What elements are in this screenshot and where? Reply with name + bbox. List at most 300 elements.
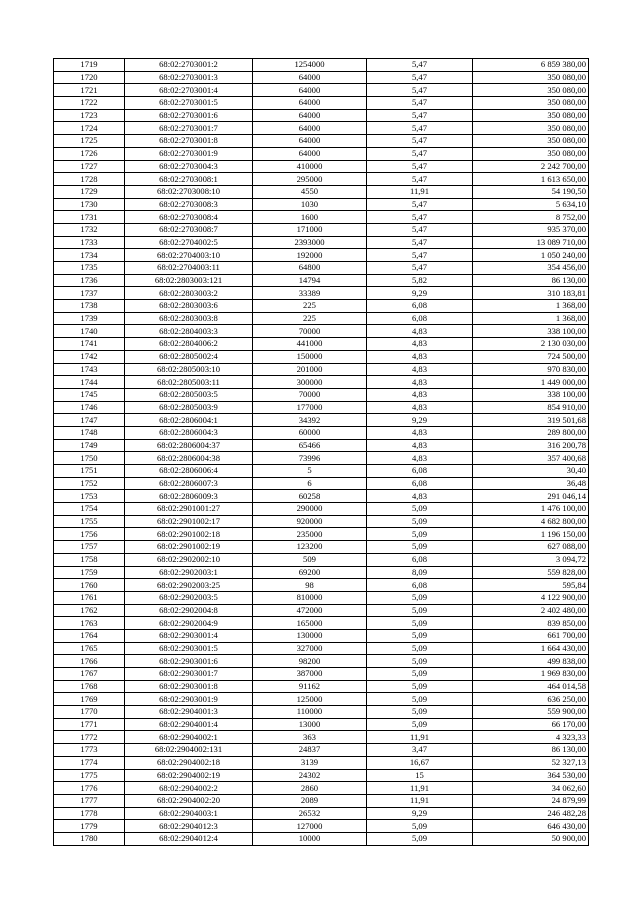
row-number-cell: 1777 [54, 794, 125, 807]
amount-cell: 350 080,00 [473, 147, 589, 160]
row-number-cell: 1745 [54, 388, 125, 401]
row-number-cell: 1776 [54, 782, 125, 795]
rate-cell: 5,47 [367, 109, 473, 122]
area-cell: 24302 [253, 769, 367, 782]
cadastral-number-cell: 68:02:2806004:3 [125, 426, 253, 439]
area-cell: 472000 [253, 604, 367, 617]
cadastral-number-cell: 68:02:2904002:2 [125, 782, 253, 795]
area-cell: 225 [253, 300, 367, 313]
table-row [54, 769, 589, 782]
amount-cell: 350 080,00 [473, 109, 589, 122]
cadastral-number-cell: 68:02:2903001:7 [125, 668, 253, 681]
area-cell: 26532 [253, 807, 367, 820]
rate-cell: 4,83 [367, 452, 473, 465]
row-number-cell: 1757 [54, 541, 125, 554]
cadastral-number-cell: 68:02:2804003:3 [125, 325, 253, 338]
rate-cell: 8,09 [367, 566, 473, 579]
area-cell: 60000 [253, 426, 367, 439]
amount-cell: 54 190,50 [473, 185, 589, 198]
row-number-cell: 1763 [54, 617, 125, 630]
table-row [54, 262, 589, 275]
amount-cell: 13 089 710,00 [473, 236, 589, 249]
row-number-cell: 1780 [54, 832, 125, 845]
amount-cell: 499 838,00 [473, 655, 589, 668]
amount-cell: 1 449 000,00 [473, 376, 589, 389]
area-cell: 165000 [253, 617, 367, 630]
cadastral-number-cell: 68:02:2806007:3 [125, 477, 253, 490]
cadastral-number-cell: 68:02:2902004:9 [125, 617, 253, 630]
rate-cell: 5,09 [367, 617, 473, 630]
area-cell: 98 [253, 579, 367, 592]
rate-cell: 5,47 [367, 160, 473, 173]
table-row [54, 426, 589, 439]
amount-cell: 1 368,00 [473, 300, 589, 313]
area-cell: 69200 [253, 566, 367, 579]
amount-cell: 559 828,00 [473, 566, 589, 579]
table-row [54, 97, 589, 110]
row-number-cell: 1773 [54, 744, 125, 757]
table-row [54, 211, 589, 224]
rate-cell: 5,09 [367, 832, 473, 845]
row-number-cell: 1772 [54, 731, 125, 744]
table-row [54, 655, 589, 668]
cadastral-number-cell: 68:02:2903001:6 [125, 655, 253, 668]
rate-cell: 4,83 [367, 439, 473, 452]
table-row [54, 503, 589, 516]
cadastral-number-cell: 68:02:2703001:4 [125, 84, 253, 97]
table-row [54, 84, 589, 97]
cadastral-number-cell: 68:02:2803003:6 [125, 300, 253, 313]
amount-cell: 5 634,10 [473, 198, 589, 211]
table-row [54, 439, 589, 452]
row-number-cell: 1744 [54, 376, 125, 389]
amount-cell: 464 014,58 [473, 680, 589, 693]
cadastral-number-cell: 68:02:2703001:8 [125, 135, 253, 148]
row-number-cell: 1743 [54, 363, 125, 376]
area-cell: 2089 [253, 794, 367, 807]
amount-cell: 2 402 480,00 [473, 604, 589, 617]
table-row [54, 350, 589, 363]
rate-cell: 5,09 [367, 668, 473, 681]
table-row [54, 160, 589, 173]
area-cell: 920000 [253, 515, 367, 528]
area-cell: 125000 [253, 693, 367, 706]
row-number-cell: 1725 [54, 135, 125, 148]
rate-cell: 5,47 [367, 198, 473, 211]
row-number-cell: 1720 [54, 71, 125, 84]
table-row [54, 109, 589, 122]
row-number-cell: 1719 [54, 59, 125, 72]
rate-cell: 5,09 [367, 706, 473, 719]
amount-cell: 724 500,00 [473, 350, 589, 363]
amount-cell: 350 080,00 [473, 122, 589, 135]
amount-cell: 636 250,00 [473, 693, 589, 706]
row-number-cell: 1758 [54, 553, 125, 566]
area-cell: 34392 [253, 414, 367, 427]
table-row [54, 338, 589, 351]
rate-cell: 5,47 [367, 122, 473, 135]
rate-cell: 11,91 [367, 185, 473, 198]
table-row [54, 541, 589, 554]
rate-cell: 5,09 [367, 655, 473, 668]
area-cell: 64000 [253, 109, 367, 122]
area-cell: 363 [253, 731, 367, 744]
cadastral-number-cell: 68:02:2901001:27 [125, 503, 253, 516]
area-cell: 201000 [253, 363, 367, 376]
area-cell: 127000 [253, 820, 367, 833]
area-cell: 295000 [253, 173, 367, 186]
amount-cell: 350 080,00 [473, 97, 589, 110]
amount-cell: 52 327,13 [473, 756, 589, 769]
table-row [54, 312, 589, 325]
row-number-cell: 1766 [54, 655, 125, 668]
table-row [54, 185, 589, 198]
table-row [54, 414, 589, 427]
row-number-cell: 1736 [54, 274, 125, 287]
area-cell: 3139 [253, 756, 367, 769]
rate-cell: 11,91 [367, 782, 473, 795]
cadastral-number-cell: 68:02:2903001:4 [125, 629, 253, 642]
row-number-cell: 1724 [54, 122, 125, 135]
table-row [54, 782, 589, 795]
rate-cell: 4,83 [367, 363, 473, 376]
table-row [54, 401, 589, 414]
area-cell: 13000 [253, 718, 367, 731]
amount-cell: 86 130,00 [473, 274, 589, 287]
cadastral-number-cell: 68:02:2805002:4 [125, 350, 253, 363]
amount-cell: 319 501,68 [473, 414, 589, 427]
table-row [54, 223, 589, 236]
document-page [53, 58, 588, 846]
area-cell: 2860 [253, 782, 367, 795]
area-cell: 6 [253, 477, 367, 490]
table-row [54, 706, 589, 719]
cadastral-number-cell: 68:02:2904003:1 [125, 807, 253, 820]
amount-cell: 1 368,00 [473, 312, 589, 325]
row-number-cell: 1748 [54, 426, 125, 439]
rate-cell: 5,47 [367, 173, 473, 186]
rate-cell: 11,91 [367, 794, 473, 807]
table-row [54, 604, 589, 617]
amount-cell: 854 910,00 [473, 401, 589, 414]
cadastral-number-cell: 68:02:2803003:8 [125, 312, 253, 325]
cadastral-number-cell: 68:02:2903001:5 [125, 642, 253, 655]
rate-cell: 11,91 [367, 731, 473, 744]
amount-cell: 627 088,00 [473, 541, 589, 554]
amount-cell: 364 530,00 [473, 769, 589, 782]
amount-cell: 350 080,00 [473, 84, 589, 97]
row-number-cell: 1737 [54, 287, 125, 300]
table-row [54, 591, 589, 604]
row-number-cell: 1754 [54, 503, 125, 516]
area-cell: 410000 [253, 160, 367, 173]
table-row [54, 668, 589, 681]
cadastral-number-cell: 68:02:2805003:10 [125, 363, 253, 376]
cadastral-number-cell: 68:02:2904012:4 [125, 832, 253, 845]
table-row [54, 325, 589, 338]
amount-cell: 338 100,00 [473, 388, 589, 401]
row-number-cell: 1732 [54, 223, 125, 236]
row-number-cell: 1769 [54, 693, 125, 706]
rate-cell: 5,09 [367, 693, 473, 706]
amount-cell: 1 664 430,00 [473, 642, 589, 655]
cadastral-number-cell: 68:02:2901002:17 [125, 515, 253, 528]
rate-cell: 5,09 [367, 820, 473, 833]
cadastral-number-cell: 68:02:2703001:6 [125, 109, 253, 122]
table-row [54, 477, 589, 490]
area-cell: 24837 [253, 744, 367, 757]
row-number-cell: 1774 [54, 756, 125, 769]
rate-cell: 5,09 [367, 503, 473, 516]
cadastral-number-cell: 68:02:2903001:9 [125, 693, 253, 706]
table-row [54, 807, 589, 820]
area-cell: 64000 [253, 71, 367, 84]
table-row [54, 198, 589, 211]
rate-cell: 3,47 [367, 744, 473, 757]
rate-cell: 15 [367, 769, 473, 782]
area-cell: 300000 [253, 376, 367, 389]
table-row [54, 465, 589, 478]
amount-cell: 8 752,00 [473, 211, 589, 224]
row-number-cell: 1779 [54, 820, 125, 833]
rate-cell: 5,09 [367, 642, 473, 655]
cadastral-number-cell: 68:02:2703008:4 [125, 211, 253, 224]
cadastral-number-cell: 68:02:2704003:11 [125, 262, 253, 275]
row-number-cell: 1755 [54, 515, 125, 528]
rate-cell: 6,08 [367, 465, 473, 478]
row-number-cell: 1759 [54, 566, 125, 579]
rate-cell: 5,47 [367, 147, 473, 160]
row-number-cell: 1756 [54, 528, 125, 541]
cadastral-number-cell: 68:02:2902003:5 [125, 591, 253, 604]
amount-cell: 6 859 380,00 [473, 59, 589, 72]
area-cell: 123200 [253, 541, 367, 554]
table-row [54, 718, 589, 731]
area-cell: 70000 [253, 388, 367, 401]
rate-cell: 9,29 [367, 807, 473, 820]
area-cell: 98200 [253, 655, 367, 668]
amount-cell: 34 062,60 [473, 782, 589, 795]
row-number-cell: 1771 [54, 718, 125, 731]
cadastral-number-cell: 68:02:2703001:2 [125, 59, 253, 72]
rate-cell: 4,83 [367, 490, 473, 503]
rate-cell: 5,09 [367, 591, 473, 604]
rate-cell: 5,09 [367, 718, 473, 731]
table-row [54, 553, 589, 566]
amount-cell: 1 050 240,00 [473, 249, 589, 262]
area-cell: 2393000 [253, 236, 367, 249]
cadastral-number-cell: 68:02:2806004:37 [125, 439, 253, 452]
table-body [54, 59, 589, 846]
table-row [54, 756, 589, 769]
row-number-cell: 1726 [54, 147, 125, 160]
table-row [54, 363, 589, 376]
rate-cell: 5,47 [367, 135, 473, 148]
area-cell: 150000 [253, 350, 367, 363]
amount-cell: 935 370,00 [473, 223, 589, 236]
table-row [54, 629, 589, 642]
amount-cell: 4 323,33 [473, 731, 589, 744]
table-row [54, 452, 589, 465]
amount-cell: 246 482,28 [473, 807, 589, 820]
table-row [54, 642, 589, 655]
row-number-cell: 1767 [54, 668, 125, 681]
rate-cell: 4,83 [367, 325, 473, 338]
area-cell: 810000 [253, 591, 367, 604]
row-number-cell: 1734 [54, 249, 125, 262]
table-row [54, 376, 589, 389]
rate-cell: 5,47 [367, 59, 473, 72]
cadastral-number-cell: 68:02:2902004:8 [125, 604, 253, 617]
amount-cell: 24 879,99 [473, 794, 589, 807]
rate-cell: 5,47 [367, 223, 473, 236]
rate-cell: 5,09 [367, 604, 473, 617]
cadastral-number-cell: 68:02:2805003:11 [125, 376, 253, 389]
rate-cell: 4,83 [367, 350, 473, 363]
cadastral-number-cell: 68:02:2806004:1 [125, 414, 253, 427]
table-row [54, 122, 589, 135]
amount-cell: 4 682 800,00 [473, 515, 589, 528]
row-number-cell: 1775 [54, 769, 125, 782]
cadastral-number-cell: 68:02:2703001:5 [125, 97, 253, 110]
table-row [54, 59, 589, 72]
rate-cell: 9,29 [367, 414, 473, 427]
area-cell: 290000 [253, 503, 367, 516]
row-number-cell: 1731 [54, 211, 125, 224]
row-number-cell: 1765 [54, 642, 125, 655]
rate-cell: 9,29 [367, 287, 473, 300]
table-row [54, 274, 589, 287]
row-number-cell: 1735 [54, 262, 125, 275]
amount-cell: 4 122 900,00 [473, 591, 589, 604]
rate-cell: 5,47 [367, 236, 473, 249]
table-row [54, 490, 589, 503]
area-cell: 225 [253, 312, 367, 325]
table-row [54, 693, 589, 706]
row-number-cell: 1760 [54, 579, 125, 592]
table-row [54, 135, 589, 148]
area-cell: 4550 [253, 185, 367, 198]
table-row [54, 173, 589, 186]
amount-cell: 839 850,00 [473, 617, 589, 630]
row-number-cell: 1721 [54, 84, 125, 97]
area-cell: 64000 [253, 84, 367, 97]
area-cell: 60258 [253, 490, 367, 503]
rate-cell: 4,83 [367, 426, 473, 439]
table-row [54, 515, 589, 528]
cadastral-number-cell: 68:02:2904001:4 [125, 718, 253, 731]
amount-cell: 30,40 [473, 465, 589, 478]
cadastral-number-cell: 68:02:2904012:3 [125, 820, 253, 833]
amount-cell: 3 094,72 [473, 553, 589, 566]
row-number-cell: 1749 [54, 439, 125, 452]
area-cell: 177000 [253, 401, 367, 414]
cadastral-number-cell: 68:02:2703008:7 [125, 223, 253, 236]
amount-cell: 86 130,00 [473, 744, 589, 757]
area-cell: 387000 [253, 668, 367, 681]
table-row [54, 528, 589, 541]
area-cell: 1030 [253, 198, 367, 211]
table-row [54, 820, 589, 833]
amount-cell: 66 170,00 [473, 718, 589, 731]
row-number-cell: 1728 [54, 173, 125, 186]
row-number-cell: 1729 [54, 185, 125, 198]
cadastral-number-cell: 68:02:2704003:10 [125, 249, 253, 262]
cadastral-number-cell: 68:02:2806009:3 [125, 490, 253, 503]
row-number-cell: 1741 [54, 338, 125, 351]
area-cell: 327000 [253, 642, 367, 655]
cadastral-number-cell: 68:02:2703008:1 [125, 173, 253, 186]
area-cell: 64000 [253, 147, 367, 160]
row-number-cell: 1742 [54, 350, 125, 363]
row-number-cell: 1738 [54, 300, 125, 313]
amount-cell: 1 476 100,00 [473, 503, 589, 516]
row-number-cell: 1727 [54, 160, 125, 173]
amount-cell: 291 046,14 [473, 490, 589, 503]
cadastral-number-cell: 68:02:2703008:10 [125, 185, 253, 198]
amount-cell: 1 613 650,00 [473, 173, 589, 186]
area-cell: 33389 [253, 287, 367, 300]
row-number-cell: 1764 [54, 629, 125, 642]
row-number-cell: 1752 [54, 477, 125, 490]
cadastral-number-cell: 68:02:2703008:3 [125, 198, 253, 211]
table-row [54, 71, 589, 84]
rate-cell: 5,82 [367, 274, 473, 287]
rate-cell: 5,47 [367, 211, 473, 224]
cadastral-number-cell: 68:02:2903001:8 [125, 680, 253, 693]
rate-cell: 5,09 [367, 515, 473, 528]
row-number-cell: 1746 [54, 401, 125, 414]
area-cell: 171000 [253, 223, 367, 236]
row-number-cell: 1751 [54, 465, 125, 478]
rate-cell: 6,08 [367, 553, 473, 566]
cadastral-number-cell: 68:02:2904002:19 [125, 769, 253, 782]
row-number-cell: 1722 [54, 97, 125, 110]
cadastral-number-cell: 68:02:2803003:2 [125, 287, 253, 300]
amount-cell: 2 242 700,00 [473, 160, 589, 173]
amount-cell: 661 700,00 [473, 629, 589, 642]
cadastral-number-cell: 68:02:2901002:18 [125, 528, 253, 541]
rate-cell: 4,83 [367, 388, 473, 401]
area-cell: 5 [253, 465, 367, 478]
table-row [54, 680, 589, 693]
table-row [54, 147, 589, 160]
area-cell: 235000 [253, 528, 367, 541]
cadastral-number-cell: 68:02:2805003:9 [125, 401, 253, 414]
cadastral-number-cell: 68:02:2703001:3 [125, 71, 253, 84]
rate-cell: 5,47 [367, 97, 473, 110]
area-cell: 509 [253, 553, 367, 566]
rate-cell: 5,47 [367, 262, 473, 275]
area-cell: 70000 [253, 325, 367, 338]
row-number-cell: 1730 [54, 198, 125, 211]
amount-cell: 595,84 [473, 579, 589, 592]
amount-cell: 970 830,00 [473, 363, 589, 376]
rate-cell: 6,08 [367, 579, 473, 592]
area-cell: 14794 [253, 274, 367, 287]
cadastral-number-cell: 68:02:2703004:3 [125, 160, 253, 173]
rate-cell: 5,47 [367, 249, 473, 262]
rate-cell: 4,83 [367, 376, 473, 389]
cadastral-number-cell: 68:02:2806004:38 [125, 452, 253, 465]
amount-cell: 338 100,00 [473, 325, 589, 338]
rate-cell: 5,09 [367, 629, 473, 642]
row-number-cell: 1770 [54, 706, 125, 719]
area-cell: 64800 [253, 262, 367, 275]
table-row [54, 617, 589, 630]
area-cell: 130000 [253, 629, 367, 642]
amount-cell: 310 183,81 [473, 287, 589, 300]
